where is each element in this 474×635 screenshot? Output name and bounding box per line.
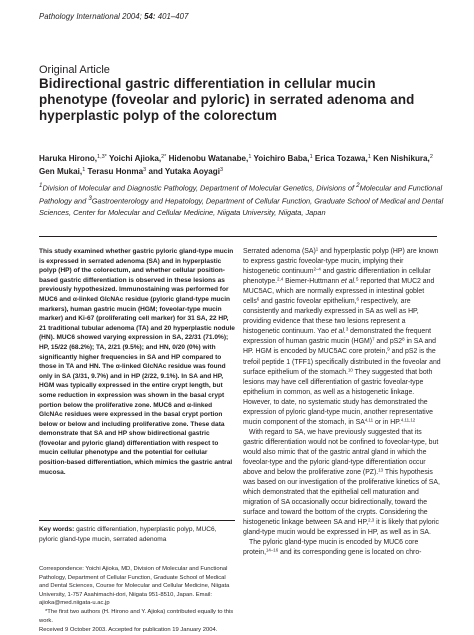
equal-contribution-note: *The first two authors (H. Hirono and Y. Ajioka) contributed equally to this work. xyxy=(39,608,234,624)
author-affiliation-mark: 2* xyxy=(161,154,167,160)
author-name: Terasu Honma xyxy=(87,166,144,176)
citation-mark: 7 xyxy=(372,336,375,342)
citation-mark: 13 xyxy=(378,467,384,473)
author-affiliation-mark: 3 xyxy=(219,166,224,173)
author-name: Yoichiro Baba, xyxy=(253,154,310,163)
text-run: and pS2 xyxy=(374,338,403,346)
abstract: This study examined whether gastric pyloric gland-type mucin is expressed in serrated adenoma (SA) and in hyperplastic polyp (HP) of the colorectum, and whether cellular position-based gastric differentiation is observed in these lesions as previously hypothesized. Immunostaining was performed for MUC6 and α-linked GlcNAc residue (pyloric gland-type mucin markers), human gastric mucin (HGM; foveolar-type mucin marker) and Ki-67 (proliferating cell marker) for 31 SA, 22 HP, 21 traditional tubular adenoma (TA) and 20 hyperplastic nodule (HN). MUC6 showed varying expression in SA, 22/31 (71.0%); HP, 15/22 (68.2%); TA, 2/21 (9.5%); and HN, 0/20 (0%) with significantly higher frequencies in SA and HP compared to those in TA and HN. The α-linked GlcNAc residue was found only in SA (3/31, 9.7%) and in HP (2/22, 9.1%). In SA and HP, HGM was typically expressed in the entire crypt length, but some reduction in expression was shown in the basal crypt portion below the proliferative zone. MUC6 and α-linked GlcNAc residues were expressed in the basal crypt portion below or below and including proliferative zone. These data demonstrate that SA and HP show bidirectional gastric (foveolar and pyloric gland) differentiation with respect to mucin cellular phenotype and the potential for cellular position-based differentiation, which mimics the gastric antral mucosa. xyxy=(39,248,235,476)
correspondence-text: Correspondence: Yoichi Ajioka, MD, Division of Molecular and Functional Pathology, Department of Cellular Function, Graduate School of Medical and Dental Sciences, Course for Molecular and Cellular Medicine, Niigata University, 1-757 Asahimachi-dori, Niigata 951-8510, Japan. Email: ajioka@med.niigata-u.ac.jp xyxy=(39,566,230,607)
text-run: and pS2 is the trefoil peptide 1 (TFF1) specifically distributed in the foveolar and surface epithelium of the stomach. xyxy=(243,348,441,376)
keywords-text: gastric differentiation, hyperplastic polyp, MUC6, pyloric gland-type mucin, serrated adenoma xyxy=(39,526,217,543)
author-line-1 xyxy=(39,153,454,166)
citation-mark: 5 xyxy=(356,276,359,282)
text-run: They suggested that both lesions may have cell differentiation of gastric foveolar-type epithelium in common, as well as a histogenetic linkage. However, to date, no systematic study has demonstrated the expression of pyloric gland-type mucin, another representative mucin component of the stomach, in SA xyxy=(243,368,433,426)
text-run: and gastric foveolar epithelium, xyxy=(259,298,357,306)
citation-mark: 4,11,12 xyxy=(400,417,416,423)
italic-text: et al. xyxy=(330,328,346,336)
journal-volume: 54: xyxy=(144,12,156,21)
citation-mark: 4,11 xyxy=(364,417,374,423)
text-run: Serrated adenoma (SA) xyxy=(243,248,316,255)
citation-mark: 10 xyxy=(347,367,353,373)
author-name: Erica Tozawa, xyxy=(314,154,368,163)
body-paragraph-1 xyxy=(243,247,441,428)
citation-mark: 6 xyxy=(256,296,260,302)
correspondence-block xyxy=(39,565,235,635)
article-title: Bidirectional gastric differentiation in cellular mucin phenotype (foveolar and pyloric) in serrated adenoma and hyperplastic polyp of the colorectum xyxy=(39,76,415,123)
journal-pages: 401–407 xyxy=(157,12,189,21)
citation-mark: 3 xyxy=(345,326,349,332)
received-accepted: Received 9 October 2003. Accepted for publication 19 January 2004. xyxy=(39,627,218,634)
author-affiliation-mark: 1 xyxy=(309,154,313,160)
text-run: With regard to SA, we have previously suggested that its gastric differentiation would not be confined to foveolar-type, but would also mimic that of the gastric antral gland in which the foveolar-type and the pyloric gland-type differentiation occur above and below the proliferative zone (PZ). xyxy=(243,428,439,477)
author-name: Ken Nishikura, xyxy=(373,154,430,163)
author-name: Hidenobu Watanabe, xyxy=(168,154,249,163)
text-run: reported that MUC2 and MUC5AC, which are normally expressed in intestinal goblet cells xyxy=(243,278,435,306)
author-line-2 xyxy=(39,166,454,179)
text-run: it is likely that pyloric gland-type mucin would be expressed in HP, as well as in SA. xyxy=(243,519,439,537)
citation-mark: 14–16 xyxy=(265,547,279,553)
citation-mark: 9 xyxy=(387,346,390,352)
journal-header xyxy=(39,12,188,21)
citation-mark: 1 xyxy=(315,246,319,252)
author-affiliation-mark: 1,3* xyxy=(97,154,107,160)
author-name: Haruka Hirono, xyxy=(39,154,98,163)
keywords xyxy=(39,525,235,544)
header-divider xyxy=(39,236,437,237)
body-paragraph-2 xyxy=(243,428,441,539)
citation-mark: 2–4 xyxy=(313,266,321,272)
author-list xyxy=(39,153,454,178)
citation-mark: 2,3 xyxy=(368,517,375,523)
affiliations: $^1$Division of Molecular and Diagnostic Pathology, Department of Molecular Genetics, Divisions of $^2$Molecular and Functional Pathology and $^3$Gastroenterology and Hepatology, Department of Cellular Function, Graduate School of Medical and Dental Sciences, Center for Molecular and Cellular Medicine, Niigata University, Niigata, Japan xyxy=(39,182,444,217)
text-run: and hyperplastic polyp (HP) are known to express gastric foveolar-type mucin, implying their histogenetic continuum xyxy=(243,248,439,276)
author-affiliation-mark: 2 xyxy=(429,154,433,160)
author-name: Yoichi Ajioka, xyxy=(108,154,162,163)
text-run: and its corresponding gene is located on chro- xyxy=(278,549,422,557)
author-name: Gen Mukai, xyxy=(39,166,83,176)
body-column xyxy=(243,247,441,558)
author-affiliation-mark: 1 xyxy=(367,154,371,160)
author-affiliation-mark: 1 xyxy=(248,154,252,160)
text-run: respectively, are consistently and markedly expressed in SA as well as HP, providing evidence that these two lesions represent a histogenetic continuum. Yao xyxy=(243,298,419,336)
author-affiliation-mark: 3 xyxy=(143,166,147,173)
text-run: This hypothesis was based on our investigation of the proliferative kinetics of SA, which demonstrated that the epithelial cell maturation and migration of SA occasionally occur bidirectionally, toward the surface and toward the bottom of the crypts. Considering the histogenetic linkage between SA and HP, xyxy=(243,469,440,527)
author-affiliation-mark: 1 xyxy=(82,166,86,173)
text-run: Biemer-Huttmann xyxy=(283,278,342,286)
text-run: The pyloric gland-type mucin is encoded by MUC6 core protein, xyxy=(243,539,419,557)
text-run: demonstrated the frequent expression of human gastric mucin (HGM) xyxy=(243,328,432,346)
text-run: or in HP. xyxy=(373,418,401,426)
italic-text: et al. xyxy=(341,278,356,286)
abstract-divider xyxy=(39,520,235,521)
article-type: Original Article xyxy=(39,64,110,76)
citation-mark: 6 xyxy=(356,296,359,302)
body-paragraph-3 xyxy=(243,538,441,558)
citation-mark: 8 xyxy=(402,336,405,342)
author-name: and Yutaka Aoyagi xyxy=(148,166,220,176)
text-run: in SA and HP. HGM is encoded by MUC5AC core protein, xyxy=(243,338,436,356)
keywords-label: Key words: xyxy=(39,526,75,533)
citation-mark: 2,4 xyxy=(277,276,284,282)
journal-name: Pathology International 2004; xyxy=(39,12,142,21)
text-run: and gastric differentiation in cellular phenotype. xyxy=(243,268,431,286)
